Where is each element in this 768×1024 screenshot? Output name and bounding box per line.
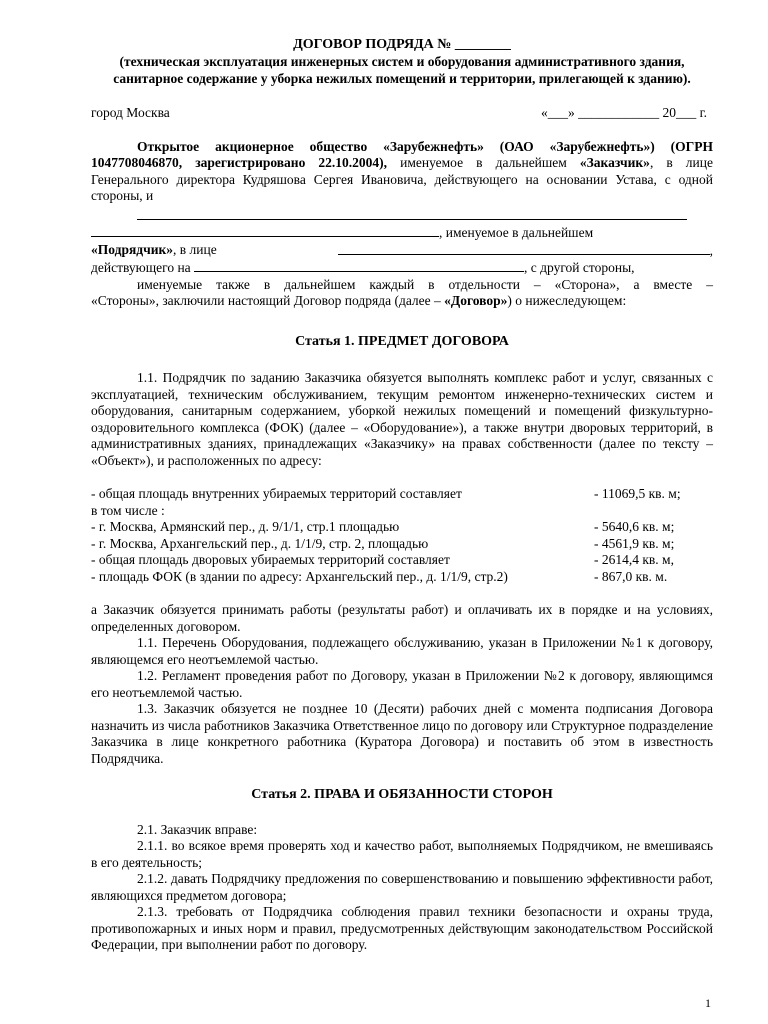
text-span: , в лице — [173, 241, 217, 257]
article1-p1-3: 1.3. Заказчик обязуется не позднее 10 (Десяти) рабочих дней с момента подписания Договора назначить из числа работников Заказчика Ответственное лицо по договору или Структурное подразделение Заказчика в лице конкретного работника (Куратора Договора) и поставить об этом в известность Подрядчика. — [91, 701, 713, 766]
text-span: , именуемое в дальнейшем — [439, 225, 594, 240]
document-page — [91, 36, 713, 954]
date: «___» ____________ 20___ г. — [540, 105, 707, 120]
area-label: - г. Москва, Армянский пер., д. 9/1/1, стр.1 площадью — [91, 519, 400, 534]
city-date-line — [91, 105, 713, 122]
area-label: - г. Москва, Архангельский пер., д. 1/1/9, стр. 2, площадью — [91, 535, 429, 551]
area-row — [91, 569, 713, 586]
area-label: - площадь ФОК (в здании по адресу: Архангельский пер., д. 1/1/9, стр.2) — [91, 568, 508, 584]
customer-name: Открытое акционерное общество «Зарубежнефть» (ОАО «Зарубежнефть») (ОГРН 1047708046870, зарегистрировано 22.10.2004), — [91, 138, 713, 170]
contract-subtitle: (техническая эксплуатация инженерных систем и оборудования административного здания, санитарное содержание у уборка нежилых помещений и территории, прилегающей к зданию). — [113, 54, 691, 86]
customer-label: «Заказчик» — [579, 155, 650, 170]
areas-list — [91, 486, 713, 585]
parties-paragraph — [91, 139, 713, 205]
contractor-name-blank-2[interactable] — [91, 224, 439, 237]
contract-label: «Договор» — [444, 293, 508, 308]
area-label: - общая площадь дворовых убираемых территорий составляет — [91, 552, 450, 567]
blank-line-1 — [137, 207, 713, 225]
area-value: - 5640,6 кв. м; — [594, 519, 675, 534]
article1-p1-1b: 1.1. Перечень Оборудования, подлежащего обслуживанию, указан в Приложении №1 к договору, являющемся его неотъемлемой частью. — [91, 635, 713, 667]
area-value — [594, 503, 713, 520]
text-span: действующего на — [91, 260, 191, 275]
area-value: - 2614,4 кв. м, — [594, 552, 674, 567]
article2-p2-1-1: 2.1.1. во всякое время проверять ход и качество работ, выполняемых Подрядчиком, не вмешиваясь в его деятельность; — [91, 838, 713, 870]
area-row — [91, 552, 713, 569]
blank-line-3: «Подрядчик», в лице , — [91, 241, 713, 258]
area-value: - 4561,9 кв. м; — [594, 535, 675, 551]
article1-heading: Статья 1. ПРЕДМЕТ ДОГОВОРА — [295, 333, 509, 349]
area-row — [91, 486, 713, 503]
article2-heading: Статья 2. ПРАВА И ОБЯЗАННОСТИ СТОРОН — [251, 787, 553, 802]
area-value: - 11069,5 кв. м; — [594, 486, 681, 501]
text-span: «Стороны», заключили настоящий Договор подряда (далее – — [91, 293, 445, 308]
text-span: , с другой стороны, — [524, 260, 635, 275]
city: город Москва — [91, 105, 170, 120]
area-value: - 867,0 кв. м. — [594, 568, 668, 584]
contractor-name-blank[interactable] — [137, 207, 687, 220]
page-number: 1 — [705, 996, 711, 1010]
together-line-2 — [91, 293, 713, 310]
contract-title: ДОГОВОР ПОДРЯДА № ________ — [293, 37, 511, 52]
contractor-label: «Подрядчик» — [91, 241, 174, 257]
together-line-1: именуемые также в дальнейшем каждый в отдельности – «Сторона», а вместе – — [137, 276, 713, 292]
article2-p2-1: 2.1. Заказчик вправе: — [137, 821, 258, 837]
text-span: именуемое в дальнейшем — [387, 155, 580, 170]
article2-p2-1-2: 2.1.2. давать Подрядчику предложения по совершенствованию и повышению эффективности работ, являющихся предметом договора; — [91, 871, 713, 903]
blank-line-4 — [91, 259, 713, 277]
text-span: , в лице Генерального директора Кудряшова Сергея Ивановича, действующего на основании Устава, с одной стороны, и — [91, 155, 713, 203]
article1-p1-2: 1.2. Регламент проведения работ по Договору, указан в Приложении №2 к договору, являющимся его неотъемлемой частью. — [91, 668, 713, 700]
area-label: в том числе : — [91, 502, 165, 518]
blank-line-2 — [91, 224, 713, 242]
article1-p1-1: 1.1. Подрядчик по заданию Заказчика обязуется выполнять комплекс работ и услуг, связанных с эксплуатацией, техническим обслуживанием, текущим ремонтом инженерно-технических систем и оборудования, санитарным содержанием, уборкой нежилых помещений и помещений физкультурно-оздоровительного комплекса (ФОК) (далее – «Оборудование»), а также внутри дворовых территорий, в административных зданиях, принадлежащих «Заказчику» на правах собственности (далее по тексту – «Объект»), и расположенных по адресу: — [91, 370, 713, 468]
customer-obligation: а Заказчик обязуется принимать работы (результаты работ) и оплачивать их в порядке и на условиях, определенных договором. — [91, 602, 713, 634]
area-row — [91, 519, 713, 536]
area-row — [91, 536, 713, 553]
area-row — [91, 503, 713, 520]
representative-blank[interactable] — [338, 242, 710, 255]
article2-p2-1-3: 2.1.3. требовать от Подрядчика соблюдения правил техники безопасности и охраны труда, противопожарных и иных норм и правил, предусмотренных действующим законодательством Российской Федерации, при выполнении работ по договору. — [91, 904, 713, 952]
text-span: ) о нижеследующем: — [507, 293, 627, 308]
area-label: - общая площадь внутренних убираемых территорий составляет — [91, 486, 462, 501]
basis-blank[interactable] — [194, 259, 524, 272]
